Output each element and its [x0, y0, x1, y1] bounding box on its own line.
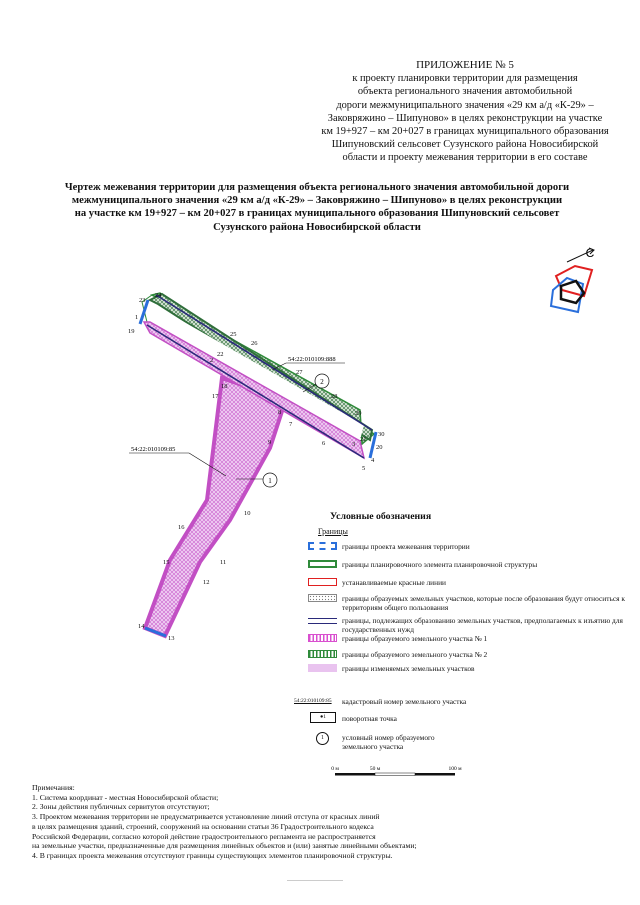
parcel-1-area: [145, 378, 284, 636]
note-item: на земельные участки, предназначенные для размещения линейных объектов и (или) занятые линейными объектами;: [32, 841, 417, 851]
legend-label: границы изменяемых земельных участков: [342, 664, 475, 673]
point-4: 4: [371, 457, 375, 464]
point-6: 6: [322, 440, 326, 447]
parcel-2-label: 2: [320, 378, 324, 386]
title-line: на участке км 19+927 – км 20+027 в границах муниципального образования Шипуновский сельсовет: [74, 208, 560, 220]
legend-label: границы образуемого земельного участка № 1: [342, 634, 488, 643]
point-1: 1: [135, 314, 139, 321]
point-12: 12: [203, 579, 210, 586]
legend-symbol-planning-element: [308, 560, 337, 568]
scale-bar: [331, 766, 462, 776]
footer-divider: [287, 880, 343, 881]
legend-symbol-parcel-1: [308, 634, 337, 642]
point-dot-icon: ●: [319, 714, 324, 720]
legend-symbol-project-boundary: [308, 542, 337, 550]
legend-label: кадастровый номер земельного участка: [342, 697, 467, 706]
legend-label: границы проекта межевания территории: [342, 542, 470, 551]
legend-symbol-changed: [308, 664, 337, 672]
point-3: 3: [352, 441, 356, 448]
north-label: С: [585, 246, 595, 260]
point-8: 8: [278, 409, 282, 416]
point-13: 13: [168, 635, 175, 642]
point-14: 14: [138, 623, 145, 630]
appendix-line: к проекту планировки территории для размещения: [352, 73, 578, 85]
point-11: 11: [220, 559, 227, 566]
legend-symbol-parcel-2: [308, 650, 337, 658]
point-5: 5: [362, 465, 366, 472]
appendix-line: объекта регионального значения автомобильной: [357, 86, 573, 98]
point-20: 20: [376, 444, 383, 451]
cadastral-label-85: 54:22:010109:85: [131, 446, 176, 453]
point-25: 25: [230, 331, 237, 338]
legend-label: условный номер образуемого земельного участка: [342, 733, 435, 751]
legend-label: границы образуемого земельного участка № 2: [342, 650, 488, 659]
point-21: 21: [360, 436, 367, 443]
legend-symbol-seizure: [308, 618, 337, 624]
point-24: 24: [155, 292, 162, 299]
point-9: 9: [268, 439, 272, 446]
scale-segment: [375, 773, 415, 776]
point-19: 19: [128, 328, 135, 335]
title-line: Сузунского района Новосибирской области: [213, 221, 421, 233]
appendix-heading: ПРИЛОЖЕНИЕ № 5: [416, 59, 514, 71]
note-item: 1. Система координат - местная Новосибирской области;: [32, 792, 219, 802]
legend-label: поворотная точка: [342, 714, 397, 723]
point-18: 18: [221, 383, 228, 390]
point-29: 29: [355, 410, 362, 417]
appendix-line: области и проекту межевания территории в его составе: [342, 152, 588, 164]
legend-label: границы, подлежащих образованию земельных участков, предполагаемых к изъятию для государственных нужд: [342, 616, 623, 634]
title-line: межмуниципального значения «29 км а/д «К-29» – Заковряжино – Шипуново» в целях реконструкции: [71, 195, 563, 207]
point-27: 27: [296, 369, 303, 376]
legend-symbol-red-lines: [308, 578, 337, 586]
legend-label: устанавливаемые красные линии: [342, 578, 446, 587]
appendix-line: км 19+927 – км 20+027 в границах муниципального образования: [321, 126, 609, 138]
scale-label: 0 м: [331, 766, 339, 772]
note-item: Российской Федерации, согласно которой действие градостроительного регламента не распространяется: [32, 831, 376, 841]
point-22: 22: [217, 351, 224, 358]
note-item: 2. Зоны действия публичных сервитутов отсутствуют;: [32, 802, 210, 812]
parcel-number-circle-icon: 1: [316, 732, 329, 745]
point-10: 10: [244, 510, 251, 517]
point-example-label: 1: [323, 714, 327, 720]
cadastral-label-888: 54:22:010109:888: [288, 356, 336, 363]
appendix-line: Шипуновский сельсовет Сузунского района Новосибирской: [331, 139, 599, 151]
cadastral-example: 54:22:010109:85: [294, 698, 332, 704]
point-16: 16: [178, 524, 185, 531]
scale-segment: [415, 773, 455, 776]
parcel-1-label: 1: [268, 477, 272, 485]
notes: [32, 783, 632, 861]
point-28: 28: [331, 393, 338, 400]
point-17: 17: [212, 393, 219, 400]
point-7: 7: [289, 421, 293, 428]
legend-symbol-public-use: [308, 594, 337, 602]
scale-label: 50 м: [369, 766, 381, 772]
legend-title: Условные обозначения: [330, 511, 432, 522]
note-item: в целях размещения зданий, строений, сооружений на основании статьи 36 Градостроительного кодекса: [32, 821, 374, 831]
point-23: 23: [139, 297, 146, 304]
point-30: 30: [378, 431, 385, 438]
legend-subtitle: Границы: [318, 527, 348, 536]
north-arrow: [551, 246, 595, 312]
point-15: 15: [163, 559, 170, 566]
title-line: Чертеж межевания территории для размещения объекта регионального значения автомобильной дороги: [64, 182, 570, 193]
point-26: 26: [251, 340, 258, 347]
legend-dots-fill: [309, 595, 337, 602]
appendix-line: дороги межмуниципального значения «29 км а/д «К-29» –: [336, 99, 594, 111]
point-example-box: [310, 712, 336, 723]
note-item: 3. Проектом межевания территории не предусматривается установление линий отступа от красных линий: [32, 812, 380, 822]
note-item: 4. В границах проекта межевания отсутствуют границы существующих элементов планировочной структуры.: [32, 850, 393, 860]
scale-segment: [335, 773, 375, 776]
appendix-line: Заковряжино – Шипуново» в целях реконструкции на участке: [327, 112, 603, 124]
legend-label: границы образуемых земельных участков, которые после образования будут относиться к территориям общего пользования: [342, 594, 625, 612]
scale-label: 100 м: [448, 766, 462, 772]
notes-title: Примечания:: [32, 783, 75, 792]
point-2: 2: [210, 357, 214, 364]
legend-label: границы планировочного элемента планировочной структуры: [342, 560, 538, 569]
